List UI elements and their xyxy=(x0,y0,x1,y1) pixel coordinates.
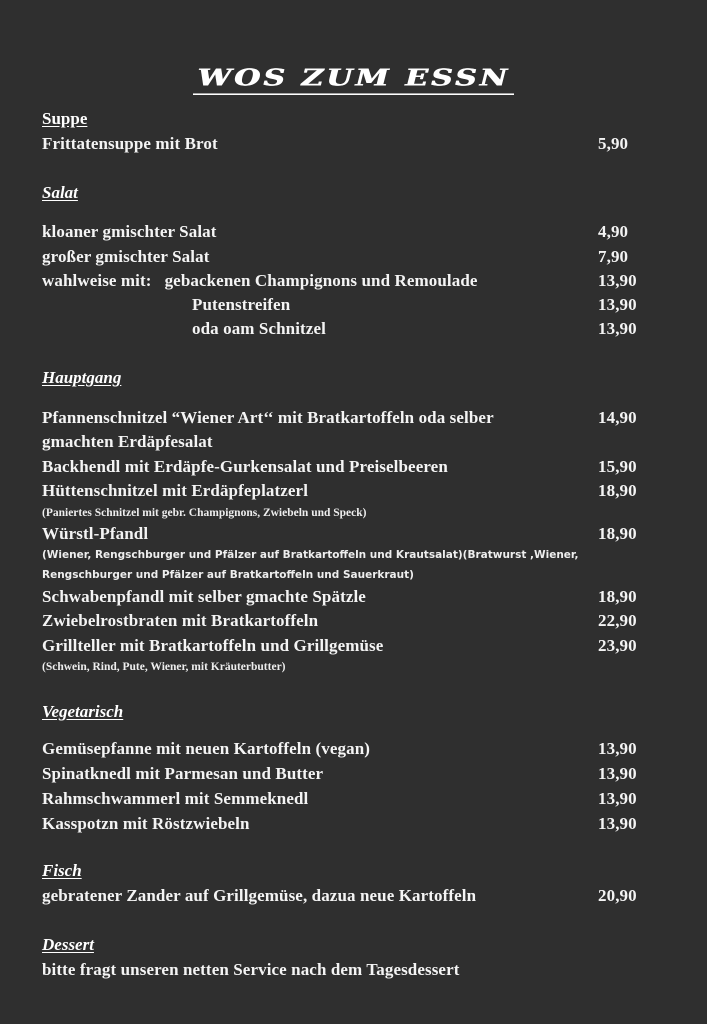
item-price: 4,90 xyxy=(598,222,629,241)
item-name: großer gmischter Salat xyxy=(42,247,210,266)
section-heading-salat: Salat xyxy=(42,183,78,202)
item-name: Frittatensuppe mit Brot xyxy=(42,134,218,153)
item-description: (Schwein, Rind, Pute, Wiener, mit Kräuterbutter) xyxy=(42,661,286,673)
item-name: Grillteller mit Bratkartoffeln und Grillgemüse xyxy=(42,636,384,655)
item-description: (Paniertes Schnitzel mit gebr. Champignons, Zwiebeln und Speck) xyxy=(42,507,367,519)
item-price: 22,90 xyxy=(598,611,637,630)
item-name: Backhendl mit Erdäpfe-Gurkensalat und Preiselbeeren xyxy=(42,457,448,476)
item-name: Gemüsepfanne mit neuen Kartoffeln (vegan) xyxy=(42,739,371,758)
item-name: kloaner gmischter Salat xyxy=(42,222,217,241)
item-price: 13,90 xyxy=(598,319,637,338)
section-heading-suppe: Suppe xyxy=(42,109,88,128)
item-price: 13,90 xyxy=(598,814,637,833)
item-name: Hüttenschnitzel mit Erdäpfeplatzerl xyxy=(42,481,309,500)
item-name: Spinatknedl mit Parmesan und Butter xyxy=(42,764,324,783)
item-name: wahlweise mit: gebackenen Champignons und Remoulade xyxy=(42,271,478,290)
section-heading-hauptgang: Hauptgang xyxy=(42,368,122,387)
item-price: 13,90 xyxy=(598,789,637,808)
item-name: gebratener Zander auf Grillgemüse, dazua neue Kartoffeln xyxy=(42,886,477,905)
item-name: Pfannenschnitzel “Wiener Art‘‘ mit Bratkartoffeln oda selber xyxy=(42,408,494,427)
item-name: oda oam Schnitzel xyxy=(192,319,326,338)
section-heading-fisch: Fisch xyxy=(42,861,82,880)
item-name: Kasspotzn mit Röstzwiebeln xyxy=(42,814,250,833)
item-price: 18,90 xyxy=(598,481,637,500)
item-price: 20,90 xyxy=(598,886,637,905)
item-price: 13,90 xyxy=(598,739,637,758)
item-name: Schwabenpfandl mit selber gmachte Spätzle xyxy=(42,587,366,606)
item-price: 14,90 xyxy=(598,408,637,427)
item-price: 13,90 xyxy=(598,271,637,290)
title-block xyxy=(0,56,707,95)
item-name: Würstl-Pfandl xyxy=(42,524,149,543)
item-price: 18,90 xyxy=(598,587,637,606)
item-price: 13,90 xyxy=(598,764,637,783)
section-heading-dessert: Dessert xyxy=(42,935,94,954)
section-heading-vegetarisch: Vegetarisch xyxy=(42,702,124,721)
item-name: Zwiebelrostbraten mit Bratkartoffeln xyxy=(42,611,319,630)
page-title: WOS ZUM ESSN xyxy=(193,65,514,95)
item-description: (Wiener, Rengschburger und Pfälzer auf Bratkartoffeln und Krautsalat)(Bratwurst ,Wiener, xyxy=(42,549,579,561)
item-price: 13,90 xyxy=(598,295,637,314)
item-name: Rahmschwammerl mit Semmeknedl xyxy=(42,789,309,808)
item-price: 15,90 xyxy=(598,457,637,476)
item-price: 5,90 xyxy=(598,134,629,153)
item-name-line2: gmachten Erdäpfesalat xyxy=(42,432,213,451)
item-price: 7,90 xyxy=(598,247,629,266)
item-name: Putenstreifen xyxy=(192,295,291,314)
item-price: 18,90 xyxy=(598,524,637,543)
item-name: bitte fragt unseren netten Service nach dem Tagesdessert xyxy=(42,960,460,979)
item-description-line2: Rengschburger und Pfälzer auf Bratkartoffeln und Sauerkraut) xyxy=(42,569,414,581)
item-price: 23,90 xyxy=(598,636,637,655)
